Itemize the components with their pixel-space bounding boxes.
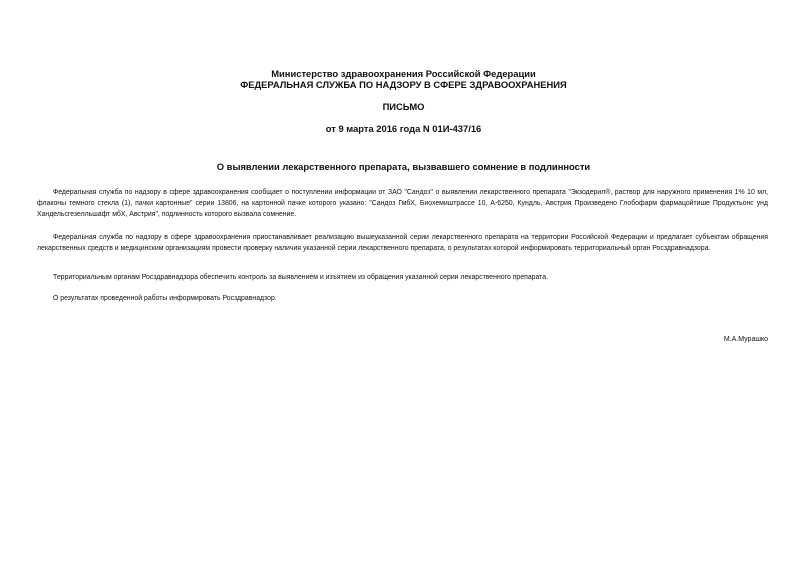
- paragraph-1: Федеральная служба по надзору в сфере здравоохранения сообщает о поступлении информации от ЗАО "Сандоз" о выявлении лекарственного препарата "Экзодерил®, раствор для наружного применения 1% 10 мл, флаконы темного стекла (1), пачки картонные" серии 13806, на картонной пачке которого указано: "Сандоз ГмбХ, Биохемиштрассе 10, А-6250, Кундль, Австрия Произведено Глобофарм фармацойтише Продуктьонс унд Хандельсгезелльшафт мбХ, Австрия", подлинность которого вызвала сомнение.: [37, 189, 768, 218]
- paragraph-2: Федеральная служба по надзору в сфере здравоохранения приостанавливает реализацию вышеуказанной серии лекарственного препарата на территории Российской Федерации и предлагает субъектам обращения лекарственных средств и медицинским организациям провести проверку наличия указанной серии лекарственного препарата, о результатах которой информировать территориальный орган Росздравнадзора.: [37, 234, 768, 252]
- document-type: ПИСЬМО: [382, 101, 425, 112]
- document-subject: О выявлении лекарственного препарата, вызвавшего сомнение в подлинности: [216, 161, 591, 172]
- document-date-number: от 9 марта 2016 года N 01И-437/16: [325, 123, 482, 134]
- service-name: ФЕДЕРАЛЬНАЯ СЛУЖБА ПО НАДЗОРУ В СФЕРЕ ЗДРАВООХРАНЕНИЯ: [240, 79, 567, 90]
- paragraph-4: О результатах проведенной работы информировать Росздравнадзор.: [53, 295, 277, 302]
- paragraph-3: Территориальным органам Росздравнадзора обеспечить контроль за выявлением и изъятием из обращения указанной серии лекарственного препарата.: [53, 274, 548, 281]
- signature: М.А.Мурашко: [723, 336, 768, 343]
- ministry-name: Министерство здравоохранения Российской Федерации: [271, 68, 536, 79]
